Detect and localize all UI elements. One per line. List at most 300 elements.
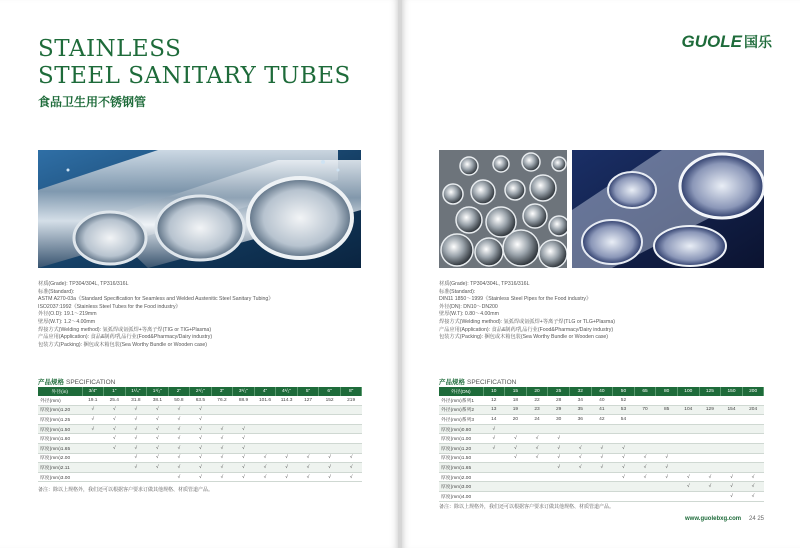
table-cell (233, 405, 255, 415)
table-cell (721, 415, 743, 425)
table-cell: √ (190, 453, 212, 463)
table-row (38, 405, 362, 415)
table-header-cell: 65 (634, 387, 656, 396)
table-header-cell: 40 (591, 387, 613, 396)
table-cell: √ (505, 453, 527, 463)
table-cell: √ (233, 472, 255, 482)
table-cell: √ (168, 453, 190, 463)
table-cell (742, 424, 764, 434)
table-cell (656, 443, 678, 453)
left-note: 备注：除以上规格外，我们还可以根据客户要求订做其他规格、材质管道产品。 (38, 487, 214, 493)
section-en: SPECIFICATION (66, 379, 116, 386)
table-header-cell: 2" (168, 387, 190, 396)
table-header-cell: 6" (319, 387, 341, 396)
table-cell (677, 415, 699, 425)
table-cell (483, 491, 505, 501)
table-cell (297, 434, 319, 444)
table-cell: √ (147, 453, 169, 463)
table-row-label: 外径(mm) (38, 396, 82, 405)
table-cell (548, 482, 570, 492)
brand-logo (682, 32, 772, 52)
table-cell (656, 415, 678, 425)
table-cell (82, 463, 104, 473)
spec-line: 产品应用(Application): 食品&制药/乳品行业(Food&Pharmacy/Dairy industry) (439, 326, 614, 333)
table-row-label: 厚度(mm)1.20 (38, 405, 82, 415)
table-cell (634, 443, 656, 453)
table-row-label: 厚度(mm)2.11 (38, 463, 82, 473)
table-cell (526, 463, 548, 473)
table-cell (699, 443, 721, 453)
table-row (439, 424, 764, 434)
table-cell: √ (591, 443, 613, 453)
spec-line: 焊接方式(Welding method): 氩弧焊或氩弧焊+等离子焊(TLG or TLG+Plasma) (439, 318, 615, 325)
table-cell: 30 (548, 415, 570, 425)
left-specs (38, 281, 274, 349)
table-cell: √ (276, 453, 298, 463)
table-cell: √ (254, 453, 276, 463)
table-cell: √ (613, 443, 635, 453)
table-header-cell: 外径(in) (38, 387, 82, 396)
table-cell: 36 (569, 415, 591, 425)
table-row (439, 405, 764, 415)
section-cn: 产品规格 (439, 379, 465, 386)
spec-line: 外径(DN): DN10～DN200 (439, 303, 498, 310)
table-cell: √ (634, 463, 656, 473)
table-row (439, 415, 764, 425)
table-cell: √ (147, 415, 169, 425)
table-cell: √ (125, 405, 147, 415)
table-cell (340, 415, 362, 425)
table-cell: √ (505, 443, 527, 453)
table-cell: 18 (505, 396, 527, 405)
table-cell (634, 491, 656, 501)
table-cell: √ (190, 443, 212, 453)
table-header-cell: 2¹/₂" (190, 387, 212, 396)
table-cell (548, 491, 570, 501)
table-header-cell: 150 (721, 387, 743, 396)
table-cell (656, 396, 678, 405)
spec-line: 外径(O.D): 19.1～219mm (38, 311, 97, 318)
table-cell (340, 424, 362, 434)
footer-url: www.guolebxg.com (685, 516, 742, 522)
table-cell (742, 396, 764, 405)
table-header-cell: 100 (677, 387, 699, 396)
title-line-1: STAINLESS (38, 36, 182, 62)
table-cell: √ (125, 463, 147, 473)
table-cell (721, 463, 743, 473)
table-cell (721, 396, 743, 405)
table-cell: √ (190, 434, 212, 444)
table-cell (569, 434, 591, 444)
spec-line: 壁厚(W.T): 1.2～4.00mm (38, 318, 96, 325)
table-cell: 154 (721, 405, 743, 415)
table-cell: 41 (591, 405, 613, 415)
table-cell (483, 453, 505, 463)
table-cell: √ (742, 482, 764, 492)
table-cell: √ (340, 463, 362, 473)
table-cell: 50.8 (168, 396, 190, 405)
table-cell: 25.4 (104, 396, 126, 405)
spec-line: ASTM A270-03a《Standard Specification for Seamless and Welded Austenitic Steel Sanitary Tubing》 (38, 296, 274, 303)
table-row (439, 434, 764, 444)
table-cell: 35 (569, 405, 591, 415)
table-cell: 19 (505, 405, 527, 415)
table-cell: √ (548, 434, 570, 444)
table-header-cell: 1¹/₄" (125, 387, 147, 396)
table-cell: √ (125, 443, 147, 453)
table-cell: √ (591, 453, 613, 463)
table-cell (569, 491, 591, 501)
table-cell (82, 443, 104, 453)
table-row-label: 厚度(mm)2.00 (439, 472, 483, 482)
table-cell: √ (254, 463, 276, 473)
table-cell: 42 (591, 415, 613, 425)
table-cell: 70 (634, 405, 656, 415)
table-cell: √ (211, 443, 233, 453)
sanitary-tubes-photo (38, 150, 361, 268)
table-header-cell: 3¹/₂" (233, 387, 255, 396)
table-cell: √ (319, 453, 341, 463)
table-cell: √ (340, 472, 362, 482)
table-cell (699, 453, 721, 463)
table-cell (656, 482, 678, 492)
spec-line: 标准(Standard): (38, 288, 75, 295)
table-header-cell: 3/4" (82, 387, 104, 396)
table-cell (742, 415, 764, 425)
table-cell (526, 491, 548, 501)
table-cell (591, 491, 613, 501)
table-cell (297, 424, 319, 434)
table-cell (319, 405, 341, 415)
table-cell (483, 482, 505, 492)
table-cell: 88.9 (233, 396, 255, 405)
table-cell: √ (190, 415, 212, 425)
table-cell: √ (677, 472, 699, 482)
table-cell (699, 434, 721, 444)
table-cell (319, 424, 341, 434)
table-cell (677, 443, 699, 453)
table-cell: √ (526, 434, 548, 444)
spec-line: 包装方式(Packing): 捆包或木箱包装(Sea Worthy Bundle or Wooden case) (38, 341, 208, 348)
table-cell (254, 415, 276, 425)
table-cell: √ (613, 472, 635, 482)
table-cell (483, 463, 505, 473)
spec-line: 材质(Grade): TP304/304L, TP316/316L (439, 281, 530, 287)
table-cell: √ (82, 424, 104, 434)
table-header-cell: 1" (104, 387, 126, 396)
table-header-cell: 5" (297, 387, 319, 396)
table-cell (677, 434, 699, 444)
title-line-2: STEEL SANITARY TUBES (38, 63, 351, 89)
table-cell (104, 472, 126, 482)
spec-line: DIN11 1850～1999《Stainless Steel Pipes for the Food industry》 (439, 296, 592, 303)
table-cell (721, 434, 743, 444)
table-cell: √ (276, 472, 298, 482)
left-section-heading (38, 377, 115, 386)
table-cell: √ (721, 472, 743, 482)
table-row (38, 434, 362, 444)
table-header-row (439, 387, 764, 396)
table-cell: √ (125, 434, 147, 444)
table-cell: √ (211, 453, 233, 463)
table-cell: √ (483, 443, 505, 453)
table-cell: 63.5 (190, 396, 212, 405)
table-cell (276, 443, 298, 453)
table-header-cell: 20 (526, 387, 548, 396)
table-cell (677, 463, 699, 473)
table-row (38, 472, 362, 482)
table-cell (742, 453, 764, 463)
table-cell: 12 (483, 396, 505, 405)
table-cell: 13 (483, 405, 505, 415)
table-cell: 127 (297, 396, 319, 405)
table-cell: √ (613, 453, 635, 463)
table-cell (211, 415, 233, 425)
table-cell: 24 (526, 415, 548, 425)
table-cell: √ (721, 482, 743, 492)
table-row (38, 396, 362, 405)
table-row (38, 453, 362, 463)
table-cell (721, 424, 743, 434)
table-cell: √ (82, 405, 104, 415)
table-cell: 29 (548, 405, 570, 415)
table-cell (526, 424, 548, 434)
table-header-cell: 50 (613, 387, 635, 396)
table-cell: √ (147, 405, 169, 415)
table-cell: √ (168, 405, 190, 415)
table-cell (104, 453, 126, 463)
table-cell (104, 463, 126, 473)
table-cell: √ (319, 463, 341, 473)
section-en: SPECIFICATION (467, 379, 517, 386)
table-cell (526, 472, 548, 482)
table-cell: √ (297, 463, 319, 473)
table-cell (656, 491, 678, 501)
right-section-heading (439, 377, 516, 386)
table-cell: 31.8 (125, 396, 147, 405)
table-cell (677, 453, 699, 463)
spec-line: 材质(Grade): TP304/304L, TP316/316L (38, 281, 129, 287)
table-header-cell: 1¹/₂" (147, 387, 169, 396)
spec-line: 焊接方式(Welding method): 氩弧焊或氩弧焊+等离子焊(TIG or TIG+Plasma) (38, 326, 212, 333)
table-cell: 219 (340, 396, 362, 405)
table-cell: 28 (548, 396, 570, 405)
section-cn: 产品规格 (38, 379, 64, 386)
table-cell (340, 405, 362, 415)
table-cell (483, 472, 505, 482)
table-cell (699, 415, 721, 425)
table-row (439, 463, 764, 473)
right-page (402, 0, 800, 548)
table-cell: 34 (569, 396, 591, 405)
table-row-label: 厚度(mm)3.00 (439, 482, 483, 492)
table-row (38, 415, 362, 425)
table-cell (82, 434, 104, 444)
table-row (439, 453, 764, 463)
table-cell (319, 443, 341, 453)
logo-text: GUOLE (681, 32, 742, 51)
table-cell (699, 396, 721, 405)
polished-pipes-photo (572, 150, 764, 268)
table-cell: 20 (505, 415, 527, 425)
table-cell: 76.2 (211, 396, 233, 405)
table-cell: 104 (677, 405, 699, 415)
table-cell (634, 482, 656, 492)
table-cell: √ (656, 472, 678, 482)
table-row-label: 厚度(mm)1.20 (439, 443, 483, 453)
table-header-cell: 4¹/₂" (276, 387, 298, 396)
table-cell (613, 491, 635, 501)
table-cell (721, 453, 743, 463)
table-cell: √ (548, 443, 570, 453)
table-cell (297, 405, 319, 415)
table-cell (505, 482, 527, 492)
table-cell (742, 443, 764, 453)
table-cell: 22 (526, 396, 548, 405)
table-cell: √ (147, 443, 169, 453)
table-cell: √ (168, 415, 190, 425)
table-header-cell: 200 (742, 387, 764, 396)
pipe-bundle-photo (439, 150, 567, 268)
table-cell: √ (548, 453, 570, 463)
table-cell (276, 405, 298, 415)
table-cell (677, 396, 699, 405)
table-cell: √ (656, 453, 678, 463)
table-cell: √ (742, 472, 764, 482)
table-cell: √ (190, 405, 212, 415)
table-cell (591, 424, 613, 434)
table-cell: 129 (699, 405, 721, 415)
table-cell (699, 463, 721, 473)
table-cell: √ (168, 434, 190, 444)
table-cell: √ (190, 424, 212, 434)
table-cell (254, 434, 276, 444)
table-cell: 54 (613, 415, 635, 425)
table-cell: √ (168, 463, 190, 473)
table-header-row (38, 387, 362, 396)
table-cell: √ (147, 434, 169, 444)
table-cell: √ (483, 424, 505, 434)
table-cell (591, 472, 613, 482)
spec-line: 产品应用(Application): 食品&制药/乳品行业(Food&Pharmacy/Dairy industry) (38, 334, 213, 341)
page-numbers: 24 25 (749, 516, 765, 522)
table-cell: √ (569, 463, 591, 473)
table-row (38, 443, 362, 453)
table-row-label: 厚度(mm)3.00 (38, 472, 82, 482)
table-cell (276, 424, 298, 434)
table-cell: √ (656, 463, 678, 473)
spec-line: 壁厚(W.T): 0.80～4.00mm (439, 311, 499, 318)
table-cell: √ (233, 434, 255, 444)
table-cell (276, 415, 298, 425)
table-cell (340, 443, 362, 453)
table-header-cell: 10 (483, 387, 505, 396)
table-cell: √ (82, 415, 104, 425)
table-cell: √ (634, 453, 656, 463)
table-cell (699, 424, 721, 434)
table-row (38, 463, 362, 473)
table-cell (656, 424, 678, 434)
table-cell (677, 491, 699, 501)
table-cell: √ (104, 443, 126, 453)
table-cell: √ (613, 463, 635, 473)
table-cell: 204 (742, 405, 764, 415)
table-cell: √ (211, 434, 233, 444)
spec-line: 标准(Standard): (439, 288, 476, 295)
table-cell: √ (297, 453, 319, 463)
table-cell: √ (147, 463, 169, 473)
table-cell (656, 434, 678, 444)
table-cell: 101.6 (254, 396, 276, 405)
table-cell (634, 415, 656, 425)
table-cell: √ (125, 424, 147, 434)
table-cell (505, 463, 527, 473)
table-row (38, 424, 362, 434)
table-cell (125, 472, 147, 482)
table-cell (319, 434, 341, 444)
table-cell: √ (548, 463, 570, 473)
table-cell (233, 415, 255, 425)
right-specs (439, 281, 615, 342)
table-cell (276, 434, 298, 444)
table-cell (297, 415, 319, 425)
table-cell: 23 (526, 405, 548, 415)
table-cell: √ (104, 424, 126, 434)
table-cell (699, 491, 721, 501)
table-cell: √ (190, 463, 212, 473)
table-row-label: 外径(mm)系列1 (439, 396, 483, 405)
table-cell: √ (699, 472, 721, 482)
table-cell: 14 (483, 415, 505, 425)
table-cell (742, 434, 764, 444)
table-row (439, 482, 764, 492)
table-cell (721, 443, 743, 453)
table-cell: √ (742, 491, 764, 501)
left-spec-table (38, 387, 362, 482)
table-cell: √ (125, 453, 147, 463)
table-cell: √ (721, 491, 743, 501)
table-cell (82, 472, 104, 482)
table-cell: √ (254, 472, 276, 482)
table-cell: 85 (656, 405, 678, 415)
table-row-label: 厚度(mm)1.50 (38, 424, 82, 434)
table-row-label: 厚度(mm)1.50 (439, 453, 483, 463)
table-cell (254, 443, 276, 453)
table-cell (569, 482, 591, 492)
table-cell: √ (125, 415, 147, 425)
table-cell (297, 443, 319, 453)
table-row-label: 厚度(mm)1.60 (38, 434, 82, 444)
table-cell: √ (211, 424, 233, 434)
table-cell: √ (483, 434, 505, 444)
table-cell: √ (104, 434, 126, 444)
table-header-cell: 80 (656, 387, 678, 396)
table-cell: √ (634, 472, 656, 482)
table-cell (613, 424, 635, 434)
table-cell (742, 463, 764, 473)
table-cell (634, 434, 656, 444)
table-cell (505, 424, 527, 434)
table-row-label: 外径(mm)系列2 (439, 405, 483, 415)
table-cell: √ (340, 453, 362, 463)
table-header-cell: 32 (569, 387, 591, 396)
table-cell: √ (190, 472, 212, 482)
table-cell: √ (276, 463, 298, 473)
table-cell (319, 415, 341, 425)
table-cell (591, 482, 613, 492)
table-cell: √ (211, 463, 233, 473)
table-header-cell: 15 (505, 387, 527, 396)
